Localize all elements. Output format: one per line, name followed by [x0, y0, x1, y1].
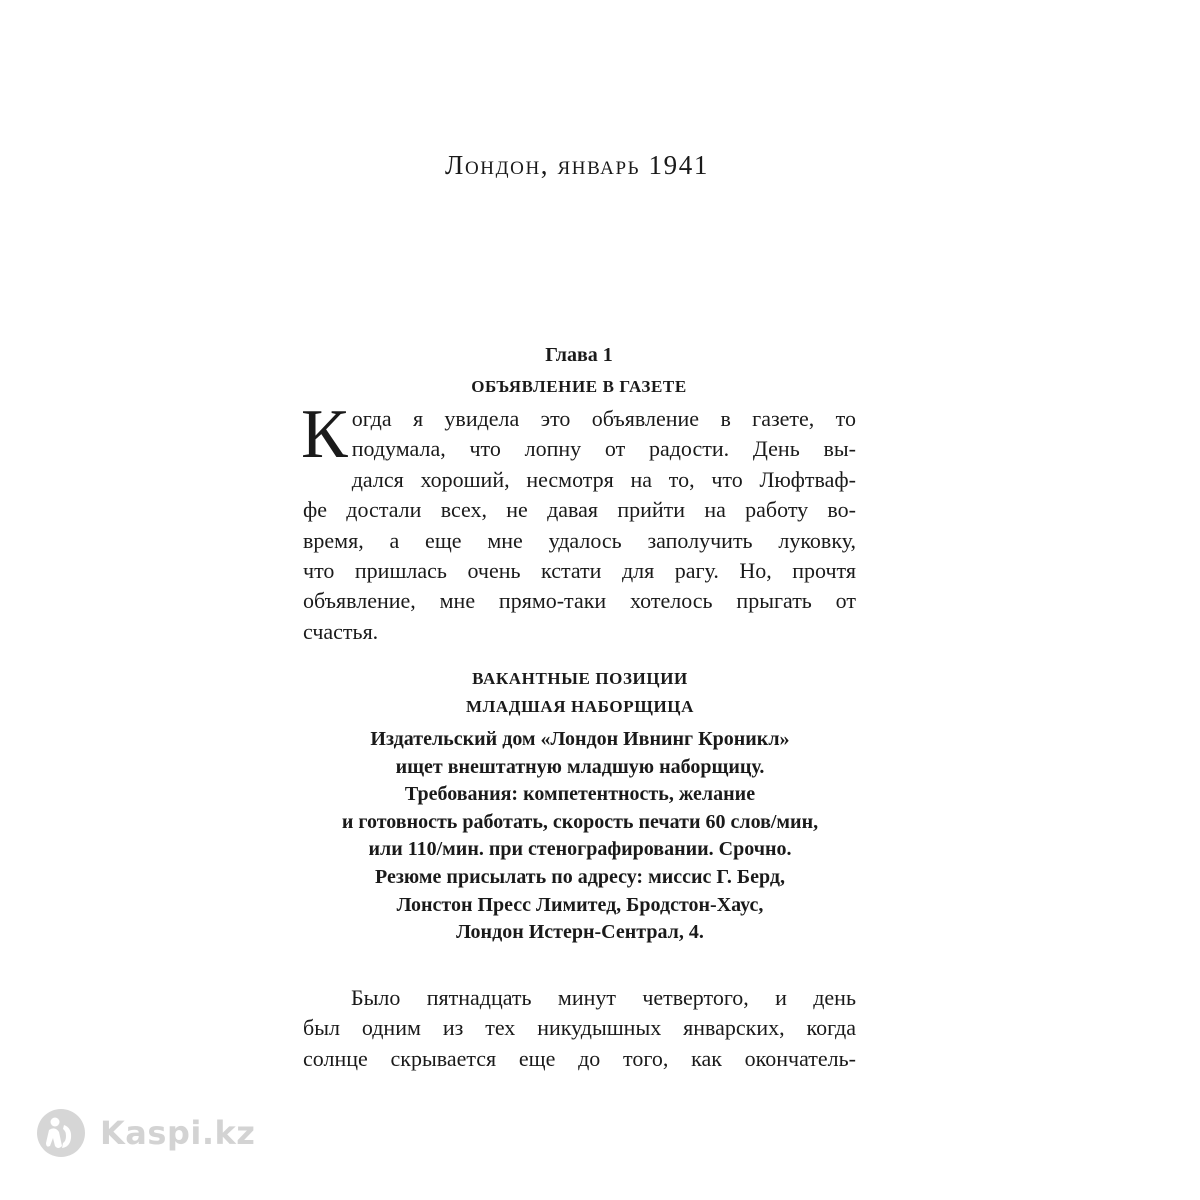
advert-line: ищет внештатную младшую наборщицу. [395, 755, 765, 778]
text-line: время, а еще мне удалось заполучить луковку, [303, 527, 856, 553]
advert-subheading: МЛАДШАЯ НАБОРЩИЦА [466, 697, 694, 716]
drop-cap: К [301, 396, 348, 473]
chapter-header [303, 340, 855, 402]
chapter-title: ОБЪЯВЛЕНИЕ В ГАЗЕТЕ [471, 377, 687, 396]
advert-body [290, 726, 870, 947]
advert-line: Лонстон Пресс Лимитед, Бродстон-Хаус, [396, 893, 764, 916]
text-line: объявление, мне прямо-таки хотелось прыгать от [303, 588, 856, 614]
advert-heading: ВАКАНТНЫЕ ПОЗИЦИИ [472, 669, 688, 688]
text-line: был одним из тех никудышных январских, когда [303, 1015, 856, 1041]
advert-line: Издательский дом «Лондон Ивнинг Кроникл» [370, 728, 790, 750]
newspaper-advert [290, 665, 870, 947]
advert-line: и готовность работать, скорость печати 60 слов/мин, [341, 810, 819, 833]
paragraph-1 [301, 396, 856, 647]
text-line: что пришлась очень кстати для рагу. Но, прочтя [303, 558, 856, 584]
kaspi-logo-icon [36, 1108, 86, 1158]
paragraph-2 [303, 983, 856, 1074]
text-line: фе достали всех, не давая прийти на работу во- [303, 497, 856, 523]
page-heading: Лондон, январь 1941 [445, 150, 709, 180]
chapter-number: Глава 1 [545, 344, 613, 366]
advert-line: Резюме присылать по адресу: миссис Г. Берд, [375, 865, 785, 888]
advert-line: или 110/мин. при стенографировании. Срочно. [368, 838, 792, 861]
text-line: огда я увидела это объявление в газете, то [351, 406, 856, 431]
watermark [36, 1108, 255, 1158]
text-line: Было пятнадцать минут четвертого, и день [351, 985, 856, 1010]
text-line: подумала, что лопну от радости. День вы- [351, 436, 856, 462]
watermark-text: Kaspi.kz [100, 1114, 256, 1152]
advert-line: Требования: компетентность, желание [404, 783, 756, 806]
advert-line: Лондон Истерн-Сентрал, 4. [456, 921, 704, 944]
text-line: дался хороший, несмотря на то, что Люфтваф- [351, 466, 856, 492]
text-line: счастья. [303, 618, 379, 644]
text-line: солнце скрывается еще до того, как окончатель- [303, 1045, 856, 1071]
